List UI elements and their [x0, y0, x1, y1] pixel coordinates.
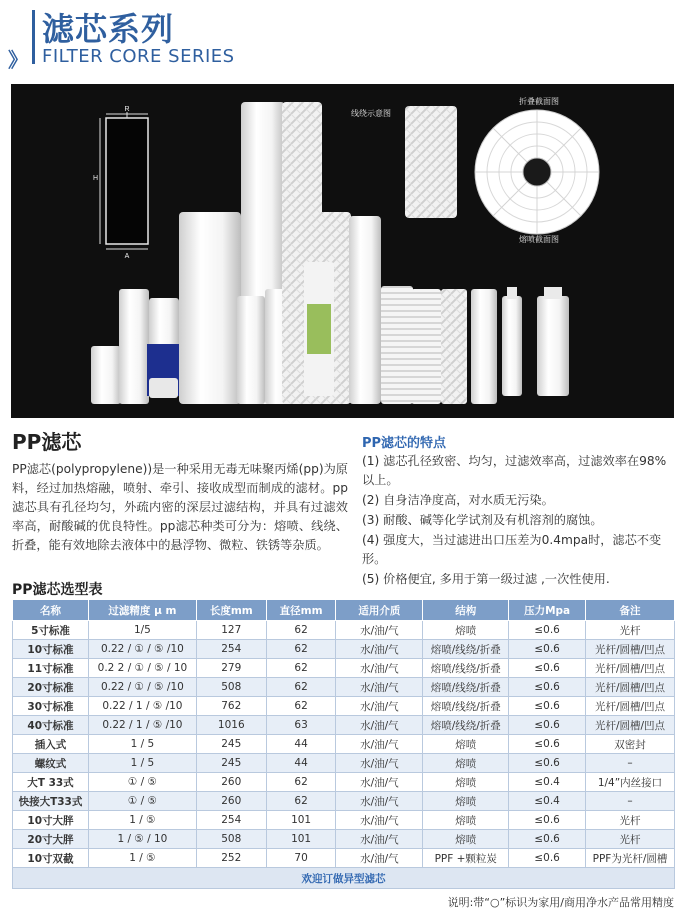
dimension-h-label: H [92, 175, 98, 182]
table-cell: 双密封 [586, 735, 675, 754]
table-cell: 254 [196, 640, 266, 659]
table-cell: 0.22 / 1 / ⑤ /10 [88, 697, 196, 716]
table-cell: 1/4”内丝接口 [586, 773, 675, 792]
table-cell: 245 [196, 735, 266, 754]
table-cell: 10寸大胖 [13, 811, 89, 830]
table-cell: 熔喷/线绕/折叠 [423, 659, 509, 678]
table-cell: 熔喷 [423, 754, 509, 773]
table-cell: 252 [196, 849, 266, 868]
column-header: 结构 [423, 600, 509, 621]
table-cell: ≤0.6 [509, 640, 586, 659]
filter-cartridges-illustration [11, 84, 674, 418]
feature-item: (5) 价格便宜, 多用于第一级过滤 ,一次性使用. [362, 572, 610, 586]
table-cell: 101 [266, 811, 336, 830]
table-cell: 水/油/气 [336, 716, 423, 735]
table-cell: 62 [266, 640, 336, 659]
spec-table-title: PP滤芯选型表 [12, 582, 103, 598]
table-cell: 127 [196, 621, 266, 640]
table-cell: 1 / ⑤ [88, 849, 196, 868]
table-cell: 62 [266, 621, 336, 640]
table-cell: 水/油/气 [336, 811, 423, 830]
table-cell: 10寸标准 [13, 640, 89, 659]
column-header: 压力Mpa [509, 600, 586, 621]
table-cell: – [586, 792, 675, 811]
table-cell: 5寸标准 [13, 621, 89, 640]
table-cell: 10寸双截 [13, 849, 89, 868]
table-cell: 63 [266, 716, 336, 735]
table-note: 说明:带“○”标识为家用/商用净水产品常用精度 [447, 896, 674, 909]
table-cell: ≤0.6 [509, 754, 586, 773]
table-cell: 水/油/气 [336, 621, 423, 640]
table-body [13, 621, 675, 889]
table-cell: 熔喷 [423, 621, 509, 640]
table-cell: 光杆 [586, 830, 675, 849]
table-row [13, 830, 675, 849]
table-cell: 插入式 [13, 735, 89, 754]
table-cell: ≤0.6 [509, 735, 586, 754]
melt-section-label: 熔喷截面图 [519, 235, 559, 244]
table-cell: ① / ⑤ [88, 792, 196, 811]
table-cell: 水/油/气 [336, 697, 423, 716]
table-cell: 光杆/圆槽/凹点 [586, 697, 675, 716]
column-header: 长度mm [196, 600, 266, 621]
dimension-r-label: R [124, 106, 130, 113]
table-cell: 大T 33式 [13, 773, 89, 792]
table-cell: ≤0.6 [509, 849, 586, 868]
table-row [13, 659, 675, 678]
table-row [13, 849, 675, 868]
dimension-a-label: A [124, 253, 130, 260]
table-cell: 44 [266, 735, 336, 754]
table-cell: 熔喷 [423, 773, 509, 792]
table-row [13, 773, 675, 792]
table-cell: 762 [196, 697, 266, 716]
table-cell: 62 [266, 678, 336, 697]
table-cell: ≤0.6 [509, 678, 586, 697]
pp-section-title: PP滤芯 [12, 430, 82, 454]
table-row [13, 735, 675, 754]
table-cell: 水/油/气 [336, 678, 423, 697]
table-cell: 1/5 [88, 621, 196, 640]
title-divider [32, 10, 35, 64]
table-cell: 熔喷/线绕/折叠 [423, 716, 509, 735]
table-cell: 1 / ⑤ / 10 [88, 830, 196, 849]
table-cell: 245 [196, 754, 266, 773]
table-cell: ① / ⑤ [88, 773, 196, 792]
cross-section-diagram [475, 96, 599, 244]
column-header: 直径mm [266, 600, 336, 621]
table-cell: 0.22 / ① / ⑤ /10 [88, 640, 196, 659]
fold-section-label: 折叠截面图 [519, 97, 559, 106]
table-cell: 1 / ⑤ [88, 811, 196, 830]
feature-item: (2) 自身洁净度高，对水质无污染。 [362, 493, 554, 507]
wire-wound-label: 线绕示意图 [351, 109, 391, 118]
spec-table [12, 599, 675, 889]
table-cell: 1016 [196, 716, 266, 735]
table-cell: 熔喷 [423, 792, 509, 811]
column-header: 备注 [586, 600, 675, 621]
table-row [13, 811, 675, 830]
table-row [13, 640, 675, 659]
table-cell: 水/油/气 [336, 849, 423, 868]
table-cell: 光杆/圆槽/凹点 [586, 678, 675, 697]
table-cell: 水/油/气 [336, 735, 423, 754]
table-cell: 62 [266, 773, 336, 792]
table-footer: 欢迎订做异型滤芯 [13, 868, 675, 889]
table-cell: 水/油/气 [336, 792, 423, 811]
table-cell: 光杆/圆槽/凹点 [586, 716, 675, 735]
table-row [13, 697, 675, 716]
table-row [13, 678, 675, 697]
table-cell: 水/油/气 [336, 773, 423, 792]
table-cell: 0.22 / ① / ⑤ /10 [88, 678, 196, 697]
table-cell: ≤0.6 [509, 621, 586, 640]
table-cell: 水/油/气 [336, 640, 423, 659]
table-cell: 20寸标准 [13, 678, 89, 697]
page-title: 滤芯系列 [42, 10, 175, 48]
table-cell: 20寸大胖 [13, 830, 89, 849]
table-footer-row [13, 868, 675, 889]
column-header: 适用介质 [336, 600, 423, 621]
feature-item: (3) 耐酸、碱等化学试剂及有机溶剂的腐蚀。 [362, 513, 603, 527]
table-row [13, 754, 675, 773]
table-cell: 光杆/圆槽/凹点 [586, 659, 675, 678]
table-cell: 水/油/气 [336, 830, 423, 849]
table-cell: 279 [196, 659, 266, 678]
table-cell: 光杆 [586, 621, 675, 640]
table-cell: 熔喷 [423, 735, 509, 754]
table-cell: PPF +颗粒炭 [423, 849, 509, 868]
table-cell: 62 [266, 697, 336, 716]
features-title: PP滤芯的特点 [362, 436, 447, 451]
table-cell: 260 [196, 773, 266, 792]
table-cell: ≤0.6 [509, 830, 586, 849]
table-row [13, 716, 675, 735]
features-list [362, 452, 674, 590]
table-cell: 水/油/气 [336, 754, 423, 773]
table-cell: 508 [196, 830, 266, 849]
table-row [13, 621, 675, 640]
feature-item: (1) 滤芯孔径致密、均匀，过滤效率高，过滤效率在98%以上。 [362, 454, 667, 487]
table-cell: 254 [196, 811, 266, 830]
table-header-row [13, 600, 675, 621]
table-cell: 40寸标准 [13, 716, 89, 735]
table-cell: 1 / 5 [88, 735, 196, 754]
table-cell: ≤0.4 [509, 773, 586, 792]
chevron-right-icon: 》 [8, 48, 25, 72]
table-cell: 熔喷 [423, 830, 509, 849]
table-cell: 30寸标准 [13, 697, 89, 716]
page-header [0, 0, 686, 76]
pp-description: PP滤芯(polypropylene))是一种采用无毒无味聚丙烯(pp)为原料，经过加热熔融，喷射、牵引、接收成型而制成的滤材。pp滤芯具有孔径均匀，外疏内密的深层过滤结构，并具有过滤效率高，耐酸碱的优良特性。pp滤芯种类可分为：熔喷、线绕、折叠，能有效地除去液体中的悬浮物、微粒、铁锈等杂质。 [12, 462, 348, 552]
table-cell: ≤0.6 [509, 697, 586, 716]
table-cell: 水/油/气 [336, 659, 423, 678]
column-header: 过滤精度 μ m [88, 600, 196, 621]
table-cell: 70 [266, 849, 336, 868]
table-cell: 熔喷/线绕/折叠 [423, 640, 509, 659]
table-cell: 101 [266, 830, 336, 849]
table-cell: 熔喷/线绕/折叠 [423, 697, 509, 716]
table-cell: ≤0.6 [509, 659, 586, 678]
table-cell: ≤0.4 [509, 792, 586, 811]
table-cell: 11寸标准 [13, 659, 89, 678]
table-cell: ≤0.6 [509, 716, 586, 735]
table-cell: 0.2 2 / ① / ⑤ / 10 [88, 659, 196, 678]
table-cell: 熔喷 [423, 811, 509, 830]
table-cell: 0.22 / 1 / ⑤ /10 [88, 716, 196, 735]
table-cell: 1 / 5 [88, 754, 196, 773]
dimension-diagram [93, 106, 148, 260]
product-photo [11, 84, 674, 418]
table-cell: – [586, 754, 675, 773]
table-cell: 螺纹式 [13, 754, 89, 773]
table-row [13, 792, 675, 811]
table-cell: 44 [266, 754, 336, 773]
wire-wound-sample [351, 106, 457, 218]
feature-item: (4) 强度大，当过滤进出口压差为0.4mpa时，滤芯不变形。 [362, 533, 662, 566]
table-cell: 62 [266, 792, 336, 811]
column-header: 名称 [13, 600, 89, 621]
table-cell: 熔喷/线绕/折叠 [423, 678, 509, 697]
table-cell: 光杆 [586, 811, 675, 830]
table-cell: 光杆/圆槽/凹点 [586, 640, 675, 659]
table-cell: PPF为光杆/圆槽 [586, 849, 675, 868]
table-cell: 快接大T33式 [13, 792, 89, 811]
page-subtitle: FILTER CORE SERIES [42, 46, 235, 67]
table-cell: 62 [266, 659, 336, 678]
table-cell: 260 [196, 792, 266, 811]
table-cell: ≤0.6 [509, 811, 586, 830]
table-cell: 508 [196, 678, 266, 697]
